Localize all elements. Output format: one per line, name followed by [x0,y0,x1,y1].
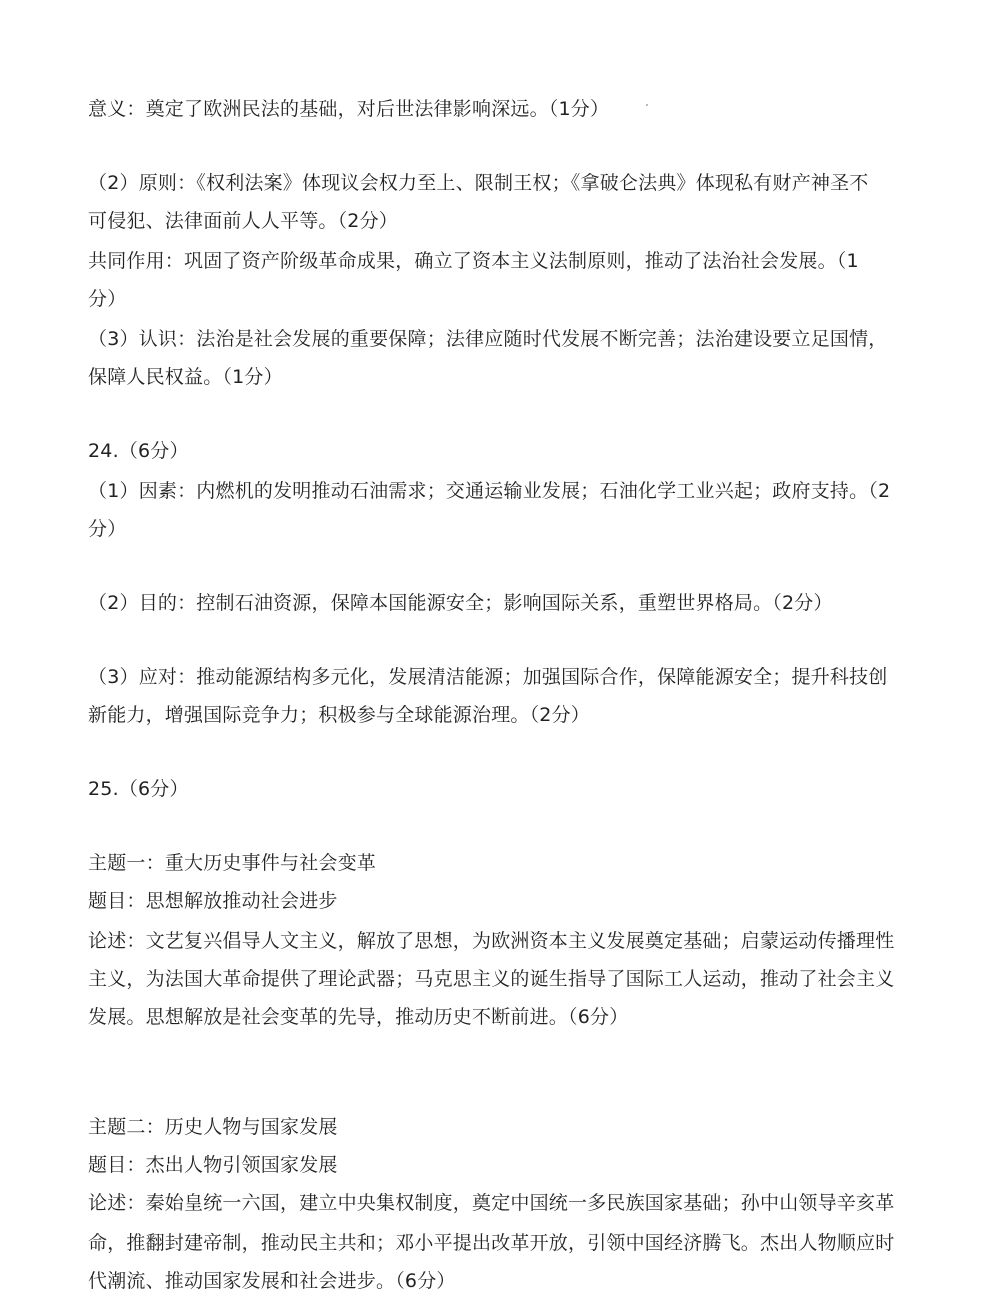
theme2-title: 主题二：历史人物与国家发展 [88,1116,338,1138]
q23-part3-line-2: 保障人民权益。（1分） [88,366,283,388]
theme2-topic: 题目：杰出人物引领国家发展 [88,1154,338,1176]
q23-significance-line: 意义：奠定了欧洲民法的基础，对后世法律影响深远。（1分） [88,98,610,120]
q24-part1-line-2: 分） [88,518,127,540]
q23-part3-line-1: （3）认识：法治是社会发展的重要保障；法律应随时代发展不断完善；法治建设要立足国情， [88,328,888,350]
q24-heading: 24.（6分） [88,440,189,462]
theme1-title: 主题一：重大历史事件与社会变革 [88,852,377,874]
theme2-essay-line-1: 论述：秦始皇统一六国，建立中央集权制度，奠定中国统一多民族国家基础；孙中山领导辛亥革 [88,1192,895,1214]
scan-speck [646,104,648,106]
q23-part2-role-line-2: 分） [88,288,127,310]
q23-part2-principle-line-1: （2）原则：《权利法案》体现议会权力至上、限制王权；《拿破仑法典》体现私有财产神圣不 [88,172,869,194]
q24-part1-line-1: （1）因素：内燃机的发明推动石油需求；交通运输业发展；石油化学工业兴起；政府支持。（2 [88,480,891,502]
theme1-essay-line-3: 发展。思想解放是社会变革的先导，推动历史不断前进。（6分） [88,1006,629,1028]
theme1-essay-line-1: 论述：文艺复兴倡导人文主义，解放了思想，为欧洲资本主义发展奠定基础；启蒙运动传播理性 [88,930,895,952]
q24-part3-line-1: （3）应对：推动能源结构多元化，发展清洁能源；加强国际合作，保障能源安全；提升科技创 [88,666,888,688]
theme1-topic: 题目：思想解放推动社会进步 [88,890,338,912]
q24-part3-line-2: 新能力，增强国际竞争力；积极参与全球能源治理。（2分） [88,704,590,726]
q23-part2-principle-line-2: 可侵犯、法律面前人人平等。（2分） [88,210,398,232]
q23-part2-role-line-1: 共同作用：巩固了资产阶级革命成果，确立了资本主义法制原则，推动了法治社会发展。（1 [88,250,859,272]
theme2-essay-line-2: 命，推翻封建帝制，推动民主共和；邓小平提出改革开放，引领中国经济腾飞。杰出人物顺应时 [88,1232,895,1254]
q24-part2-line: （2）目的：控制石油资源，保障本国能源安全；影响国际关系，重塑世界格局。（2分） [88,592,833,614]
theme1-essay-line-2: 主义，为法国大革命提供了理论武器；马克思主义的诞生指导了国际工人运动，推动了社会主义 [88,968,895,990]
theme2-essay-line-3: 代潮流、推动国家发展和社会进步。（6分） [88,1270,456,1292]
q25-heading: 25.（6分） [88,778,189,800]
